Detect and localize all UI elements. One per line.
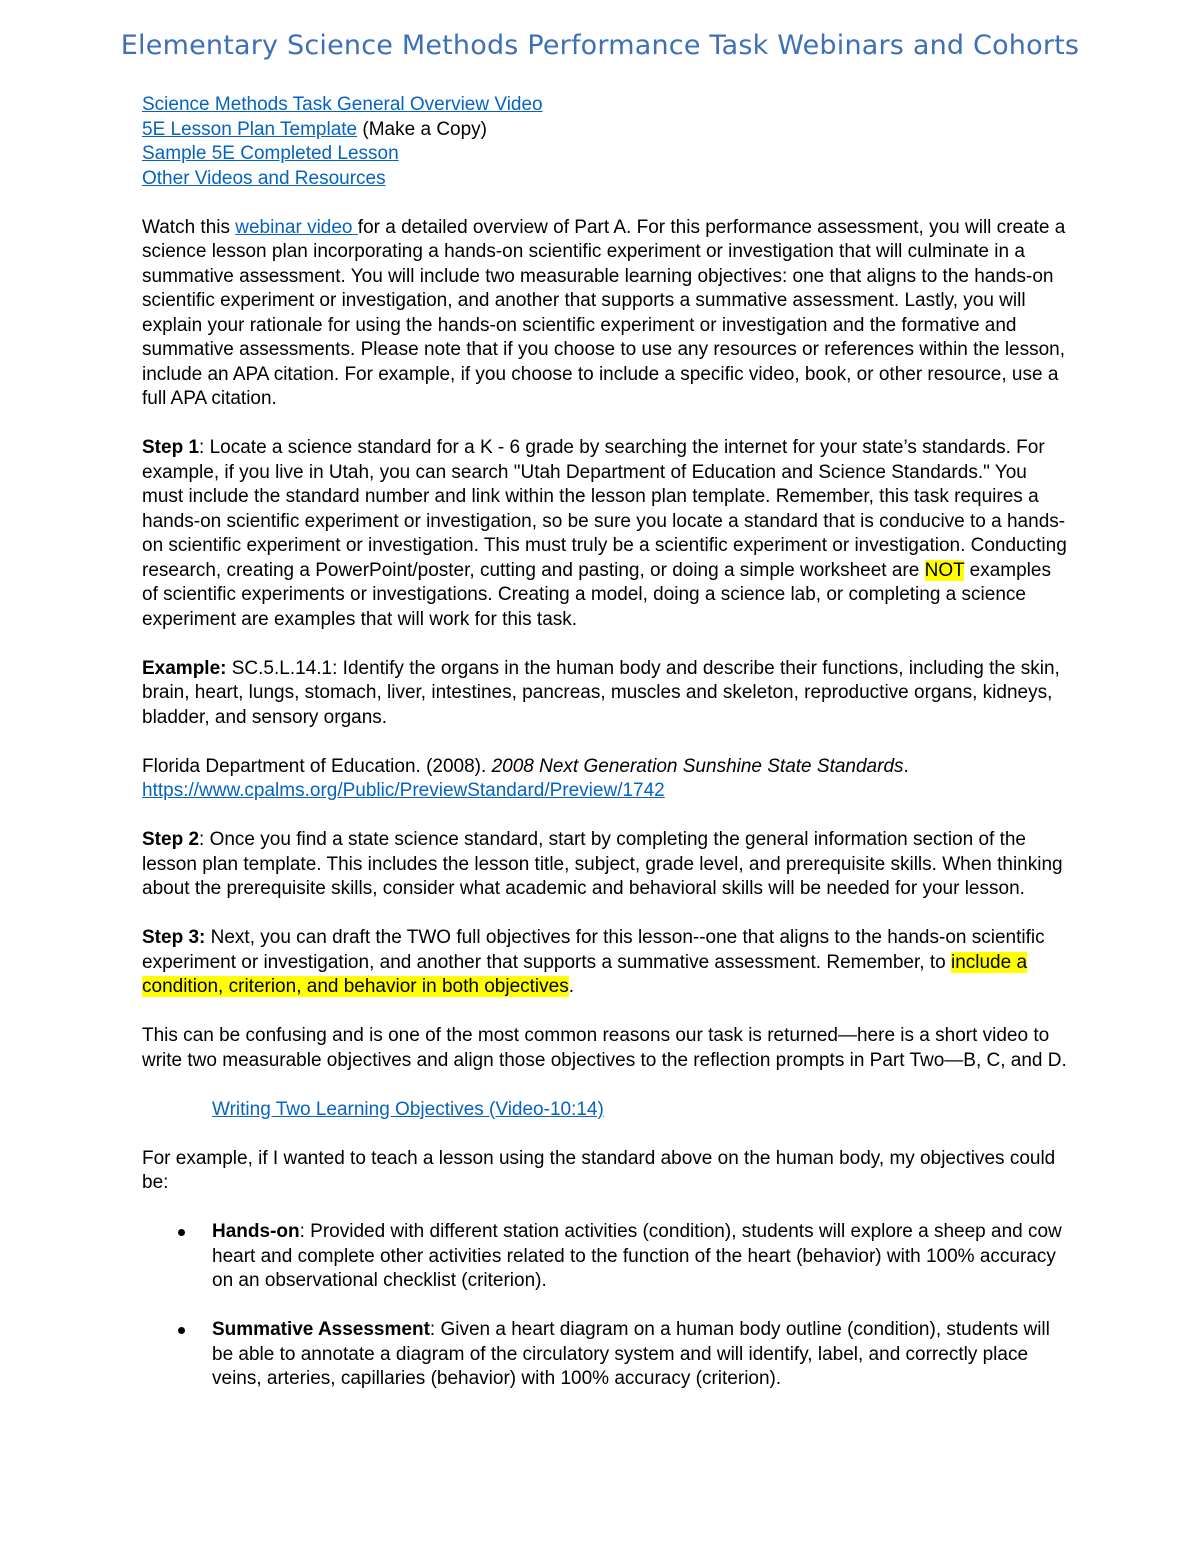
other-videos-link[interactable]: Other Videos and Resources (142, 167, 386, 189)
step1-label: Step 1 (142, 437, 200, 458)
template-suffix: (Make a Copy) (357, 118, 487, 140)
citation-url-link[interactable]: https://www.cpalms.org/Public/PreviewStandard/Preview/1742 (142, 780, 665, 801)
bullet-label: Summative Assessment (212, 1319, 430, 1340)
bullet-icon (178, 1229, 185, 1236)
intro-prefix: Watch this (142, 216, 236, 238)
intro-text: for a detailed overview of Part A. For this performance assessment, you will create a science lesson plan incorporating a hands-on scientific experiment or investigation that will culminate in a summative assessment. You will include two measurable learning objectives: one that aligns to the hands-on scientific experiment or investigation, and another that supports a summative assessment. Lastly, you will explain your rationale for using the hands-on scientific experiment or investigation and the formative and summative assessments. Please note that if you choose to use any resources or references within the lesson, include an APA citation. For example, if you choose to include a specific video, book, or other resource, use a full APA citation. (142, 216, 1066, 409)
overview-video-link[interactable]: Science Methods Task General Overview Video (142, 94, 543, 115)
intro-paragraph (142, 216, 1067, 412)
resource-links (142, 93, 1067, 191)
citation-suffix: . (903, 755, 909, 777)
bullet-text: : Provided with different station activities (condition), students will explore a sheep and cow heart and complete other activities related to the function of the heart (behavior) with 100% accuracy on an observational checklist (criterion). (212, 1221, 1062, 1291)
confusing-paragraph: This can be confusing and is one of the most common reasons our task is returned—here is a short video to write two measurable objectives and align those objectives to the reflection prompts in Part Two—B, C, and D. (142, 1025, 1067, 1071)
step1-text-b: examples of scientific experiments or investigations. Creating a model, doing a science lab, or completing a science experiment are examples that will work for this task. (142, 559, 1051, 630)
step3-text-b: . (568, 976, 574, 997)
step3-text-a: Next, you can draft the TWO full objectives for this lesson--one that aligns to the hands-on scientific experiment or investigation, and another that supports a summative assessment. Remember, to (142, 927, 1045, 973)
bullet-label: Hands-on (212, 1221, 300, 1242)
citation-paragraph (142, 755, 1067, 804)
list-item (212, 1220, 1067, 1294)
example-label: Example: (142, 657, 227, 679)
step2-label: Step 2 (142, 829, 200, 850)
objectives-list (142, 1220, 1067, 1392)
citation-prefix: Florida Department of Education. (2008). (142, 755, 492, 777)
step3-label: Step 3: (142, 927, 206, 948)
citation-title: 2008 Next Generation Sunshine State Standards (491, 755, 904, 777)
page-title: Elementary Science Methods Performance Task Webinars and Cohorts (120, 30, 1080, 61)
sample-lesson-link[interactable]: Sample 5E Completed Lesson (142, 143, 399, 164)
template-link[interactable]: 5E Lesson Plan Template (142, 118, 358, 140)
step2-text: : Once you find a state science standard, start by completing the general information section of the lesson plan template. This includes the lesson title, subject, grade level, and prerequisite skills. When thinking about the prerequisite skills, consider what academic and behavioral skills will be needed for your lesson. (142, 829, 1063, 899)
step1-text-a: : Locate a science standard for a K - 6 grade by searching the internet for your state’s standards. For example, if you live in Utah, you can search "Utah Department of Education and Science Standards." You must include the standard number and link within the lesson plan template. Remember, this task requires a hands-on scientific experiment or investigation, so be sure you locate a standard that is conducive to a hands-on scientific experiment or investigation. This must truly be a scientific experiment or investigation. Conducting research, creating a PowerPoint/poster, cutting and pasting, or doing a simple worksheet are (142, 437, 1067, 581)
document-body (142, 93, 1067, 1416)
step1-paragraph (142, 436, 1067, 632)
learning-objectives-video-link[interactable]: Writing Two Learning Objectives (Video-10:14) (212, 1098, 604, 1120)
example-paragraph (142, 657, 1067, 731)
video-link-paragraph (142, 1098, 1067, 1123)
webinar-video-link[interactable]: webinar video (235, 216, 358, 238)
list-item (212, 1318, 1067, 1392)
example-text: SC.5.L.14.1: Identify the organs in the human body and describe their functions, including the skin, brain, heart, lungs, stomach, liver, intestines, pancreas, muscles and skeleton, reproductive organs, kidneys, bladder, and sensory organs. (142, 657, 1060, 728)
step3-paragraph (142, 926, 1067, 1000)
step1-highlight: NOT (924, 559, 965, 581)
for-example-paragraph: For example, if I wanted to teach a lesson using the standard above on the human body, my objectives could be: (142, 1147, 1056, 1193)
bullet-text: : Given a heart diagram on a human body outline (condition), students will be able to annotate a diagram of the circulatory system and will identify, label, and correctly place veins, arteries, capillaries (behavior) with 100% accuracy (criterion). (212, 1319, 1050, 1389)
step3-highlight: include a condition, criterion, and behavior in both objectives (142, 951, 1028, 997)
step2-paragraph (142, 828, 1067, 902)
bullet-icon (178, 1327, 185, 1334)
